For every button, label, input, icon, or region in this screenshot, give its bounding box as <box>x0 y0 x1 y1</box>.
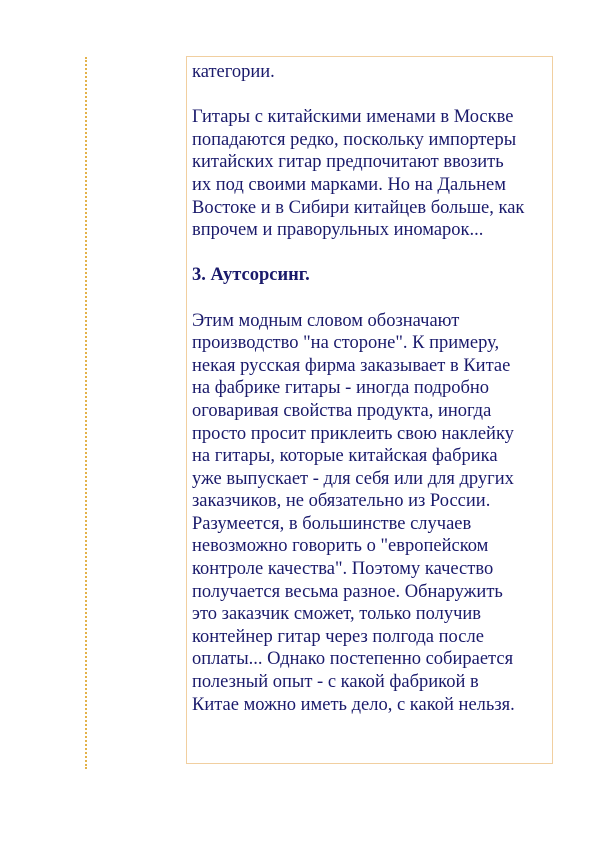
paragraph-gap <box>192 287 552 310</box>
margin-dotted-line <box>85 57 87 769</box>
text-line: получается весьма разное. Обнаружить <box>192 581 503 602</box>
paragraph-gap <box>192 84 552 107</box>
text-line: полезный опыт - с какой фабрикой в <box>192 672 479 693</box>
text-line: оговаривая свойства продукта, иногда <box>192 400 492 421</box>
text-line: некая русская фирма заказывает в Китае <box>192 355 511 376</box>
text-line: невозможно говорить о "европейском <box>192 536 489 557</box>
text-line: Гитары с китайскими именами в Москве <box>192 107 514 128</box>
text-line: впрочем и праворульных иномарок... <box>192 220 484 241</box>
text-line: китайских гитар предпочитают ввозить <box>192 152 504 173</box>
text-line: заказчиков, не обязательно из России. <box>192 491 491 512</box>
text-line: Китае можно иметь дело, с какой нельзя. <box>192 694 515 715</box>
text-line: попадаются редко, поскольку импортеры <box>192 129 517 150</box>
text-line: Этим модным словом обозначают <box>192 310 460 331</box>
text-line: Разумеется, в большинстве случаев <box>192 513 472 534</box>
text-line: производство "на стороне". К примеру, <box>192 333 500 354</box>
text-line: уже выпускает - для себя или для других <box>192 468 514 489</box>
text-line: контроле качества". Поэтому качество <box>192 559 494 580</box>
text-line: на гитары, которые китайская фабрика <box>192 446 498 467</box>
text-line: просто просит приклеить свою наклейку <box>192 423 514 444</box>
section-heading: 3. Аутсорсинг. <box>192 265 310 286</box>
text-line: оплаты... Однако постепенно собирается <box>192 649 514 670</box>
text-line: Востоке и в Сибири китайцев больше, как <box>192 197 525 218</box>
text-line: категории. <box>192 62 275 82</box>
text-line: на фабрике гитары - иногда подробно <box>192 378 490 399</box>
text-line: это заказчик сможет, только получив <box>192 604 482 625</box>
text-frame <box>186 56 553 764</box>
paragraph-gap <box>192 242 552 265</box>
text-line: контейнер гитар через полгода после <box>192 626 484 647</box>
text-line: их под своими марками. Но на Дальнем <box>192 174 506 195</box>
